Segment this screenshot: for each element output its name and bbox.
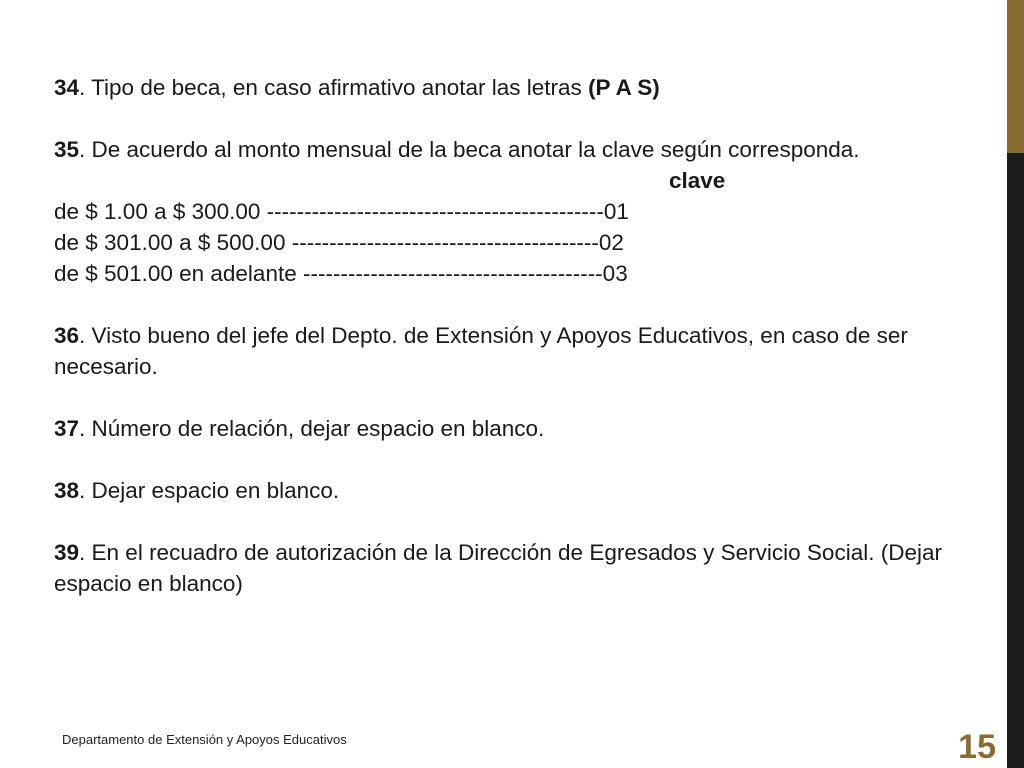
item-37	[54, 413, 998, 444]
item-37-text: . Número de relación, dejar espacio en blanco.	[79, 416, 545, 441]
item-35-text: . De acuerdo al monto mensual de la beca anotar la clave según corresponda.	[79, 137, 860, 162]
right-side-bar	[1007, 0, 1024, 768]
spacer	[54, 506, 998, 537]
spacer	[54, 103, 998, 134]
item-36-number: 36	[54, 323, 80, 348]
clave-header: clave	[669, 168, 726, 193]
footer-department: Departamento de Extensión y Apoyos Educativos	[62, 732, 347, 747]
item-39	[54, 537, 998, 599]
item-38	[54, 475, 998, 506]
clave-range-02: de $ 301.00 a $ 500.00 -----------------------------------------02	[54, 230, 624, 255]
clave-range-01: de $ 1.00 a $ 300.00 ---------------------------------------------01	[54, 199, 629, 224]
item-39-number: 39	[54, 540, 80, 565]
item-36	[54, 320, 998, 382]
spacer	[54, 444, 998, 475]
clave-range-03: de $ 501.00 en adelante ----------------------------------------03	[54, 261, 628, 286]
item-35-number: 35	[54, 137, 80, 162]
item-34-letters: (P A S)	[588, 75, 660, 100]
slide-content	[54, 72, 998, 599]
item-34	[54, 72, 998, 103]
item-35	[54, 134, 998, 165]
item-37-number: 37	[54, 416, 80, 441]
item-34-text: . Tipo de beca, en caso afirmativo anotar las letras	[79, 75, 589, 100]
side-bar-accent	[1007, 0, 1024, 153]
item-39-text: . En el recuadro de autorización de la Dirección de Egresados y Servicio Social. (Dejar espacio en blanco)	[54, 540, 942, 596]
item-36-text: . Visto bueno del jefe del Depto. de Extensión y Apoyos Educativos, en caso de ser necesario.	[54, 323, 908, 379]
side-divider	[1006, 0, 1007, 768]
item-34-number: 34	[54, 75, 80, 100]
page-number: 15	[958, 728, 996, 766]
item-38-number: 38	[54, 478, 80, 503]
spacer	[54, 289, 998, 320]
item-38-text: . Dejar espacio en blanco.	[79, 478, 340, 503]
spacer	[54, 382, 998, 413]
